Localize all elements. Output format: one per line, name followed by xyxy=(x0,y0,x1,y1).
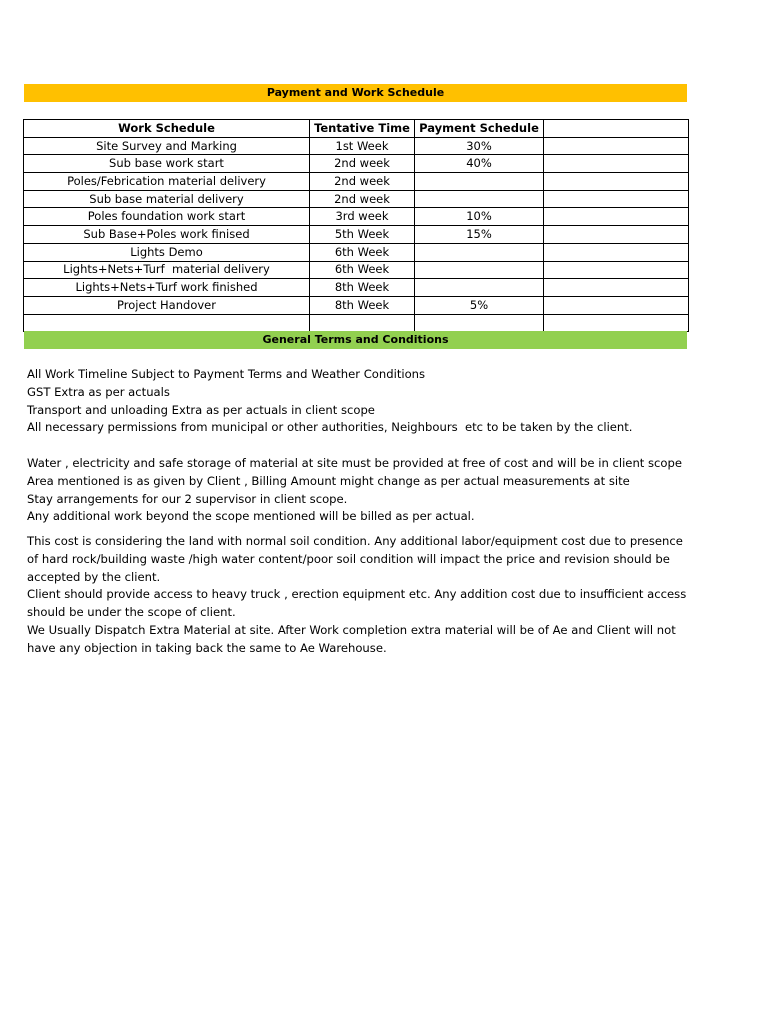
term-line: Any additional work beyond the scope mentioned will be billed as per actual. xyxy=(27,509,475,524)
term-paragraph: This cost is considering the land with normal soil condition. Any additional labor/equipment cost due to presence of hard rock/building waste /high water content/poor soil condition will impact the price and revision should be accepted by the client. xyxy=(27,534,683,584)
work-item-cell: Poles/Febrication material delivery xyxy=(24,173,310,191)
table-row xyxy=(24,190,689,208)
blank-cell xyxy=(544,173,689,191)
column-header-tentative-time: Tentative Time xyxy=(310,120,415,138)
tentative-time-cell: 3rd week xyxy=(310,208,415,226)
blank-cell xyxy=(544,137,689,155)
work-item-cell: Sub base material delivery xyxy=(24,190,310,208)
terms-group-general xyxy=(27,366,717,437)
blank-cell xyxy=(544,190,689,208)
payment-cell xyxy=(415,314,544,332)
column-header-payment-schedule: Payment Schedule xyxy=(415,120,544,138)
payment-cell: 30% xyxy=(415,137,544,155)
tentative-time-cell: 6th Week xyxy=(310,243,415,261)
tentative-time-cell: 2nd week xyxy=(310,155,415,173)
term-line: Water , electricity and safe storage of material at site must be provided at free of cost and will be in client scope xyxy=(27,456,683,470)
payment-cell xyxy=(415,243,544,261)
work-item-cell: Sub Base+Poles work finised xyxy=(24,226,310,244)
terms-group-site xyxy=(27,455,717,526)
payment-cell: 15% xyxy=(415,226,544,244)
blank-cell xyxy=(544,296,689,314)
blank-cell xyxy=(544,243,689,261)
blank-cell xyxy=(544,314,689,332)
column-header-blank xyxy=(544,120,689,138)
work-item-cell: Lights Demo xyxy=(24,243,310,261)
schedule-title: Payment and Work Schedule xyxy=(24,84,687,102)
blank-cell xyxy=(544,261,689,279)
tentative-time-cell: 8th Week xyxy=(310,296,415,314)
term-line: Stay arrangements for our 2 supervisor in client scope. xyxy=(27,491,348,506)
work-item-cell xyxy=(24,314,310,332)
tentative-time-cell: 2nd week xyxy=(310,190,415,208)
table-row xyxy=(24,173,689,191)
work-item-cell: Sub base work start xyxy=(24,155,310,173)
tentative-time-cell xyxy=(310,314,415,332)
work-item-cell: Lights+Nets+Turf work finished xyxy=(24,279,310,297)
table-row-empty xyxy=(24,314,689,332)
term-paragraph: We Usually Dispatch Extra Material at site. After Work completion extra material will be of Ae and Client will not have any objection in taking back the same to Ae Warehouse. xyxy=(27,622,676,655)
tentative-time-cell: 5th Week xyxy=(310,226,415,244)
tentative-time-cell: 8th Week xyxy=(310,279,415,297)
payment-cell: 10% xyxy=(415,208,544,226)
blank-cell xyxy=(544,208,689,226)
payment-cell xyxy=(415,279,544,297)
table-row xyxy=(24,279,689,297)
work-item-cell: Site Survey and Marking xyxy=(24,137,310,155)
payment-cell: 40% xyxy=(415,155,544,173)
tentative-time-cell: 2nd week xyxy=(310,173,415,191)
payment-cell xyxy=(415,190,544,208)
term-paragraph: Client should provide access to heavy truck , erection equipment etc. Any addition cost due to insufficient access should be under the scope of client. xyxy=(27,587,687,620)
term-line: All necessary permissions from municipal or other authorities, Neighbours etc to be taken by the client. xyxy=(27,420,633,435)
payment-cell xyxy=(415,173,544,191)
blank-cell xyxy=(544,155,689,173)
table-row xyxy=(24,296,689,314)
term-line: GST Extra as per actuals xyxy=(27,384,170,399)
payment-cell: 5% xyxy=(415,296,544,314)
blank-cell xyxy=(544,279,689,297)
work-item-cell: Poles foundation work start xyxy=(24,208,310,226)
term-line: Area mentioned is as given by Client , Billing Amount might change as per actual measurements at site xyxy=(27,473,630,488)
terms-group-conditions xyxy=(27,533,687,658)
table-header-row xyxy=(24,120,689,138)
table-row xyxy=(24,261,689,279)
work-item-cell: Project Handover xyxy=(24,296,310,314)
table-row xyxy=(24,155,689,173)
work-item-cell: Lights+Nets+Turf material delivery xyxy=(24,261,310,279)
table-row xyxy=(24,208,689,226)
term-line: Transport and unloading Extra as per actuals in client scope xyxy=(27,402,375,417)
tentative-time-cell: 6th Week xyxy=(310,261,415,279)
table-row xyxy=(24,137,689,155)
table-row xyxy=(24,226,689,244)
column-header-work-schedule: Work Schedule xyxy=(24,120,310,138)
payment-cell xyxy=(415,261,544,279)
table-row xyxy=(24,243,689,261)
blank-cell xyxy=(544,226,689,244)
term-line: All Work Timeline Subject to Payment Terms and Weather Conditions xyxy=(27,367,426,381)
tentative-time-cell: 1st Week xyxy=(310,137,415,155)
schedule-table xyxy=(23,119,689,332)
terms-title: General Terms and Conditions xyxy=(24,331,687,349)
